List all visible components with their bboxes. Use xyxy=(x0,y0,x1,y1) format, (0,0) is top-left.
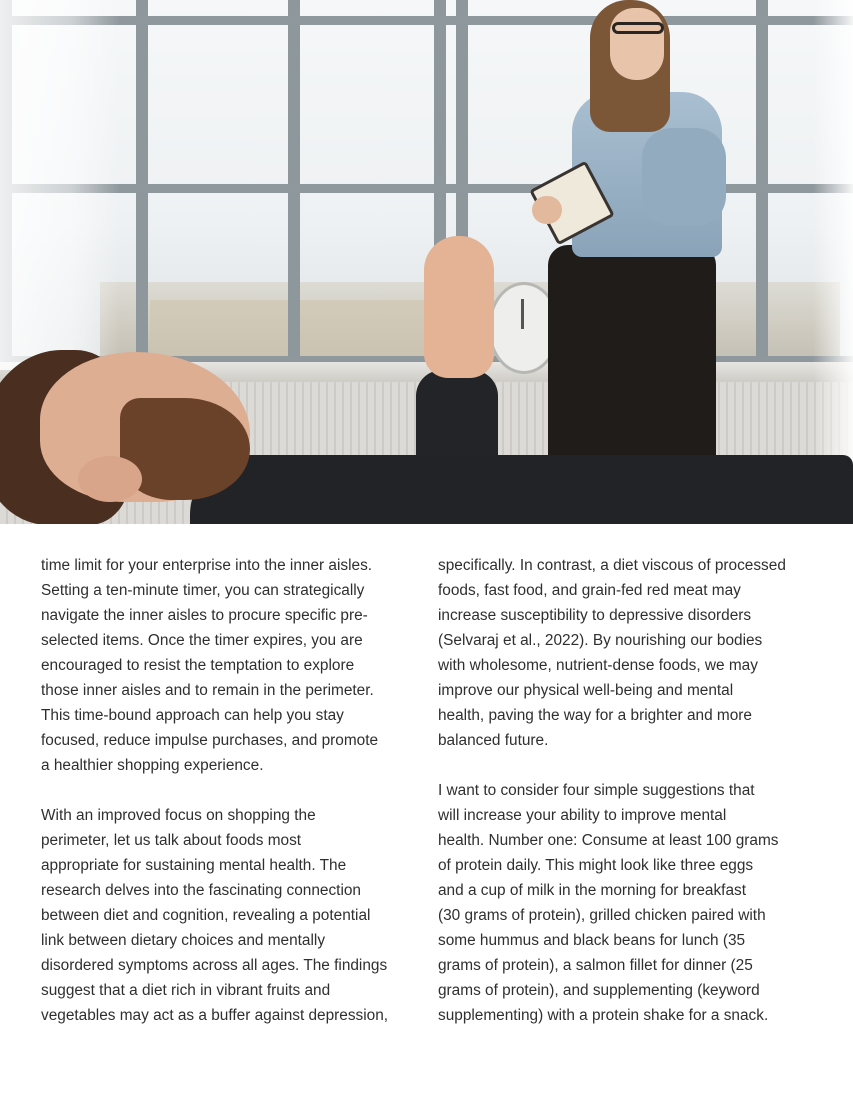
paragraph-gap xyxy=(41,778,421,803)
text-line: encouraged to resist the temptation to explore xyxy=(41,657,355,674)
paragraph xyxy=(438,778,818,1028)
text-line: grams of protein), and supplementing (keyword xyxy=(438,982,760,999)
text-line: time limit for your enterprise into the inner aisles. xyxy=(41,557,373,574)
text-line: selected items. Once the timer expires, you are xyxy=(41,632,363,649)
woman-hand xyxy=(532,196,562,224)
text-line: health. Number one: Consume at least 100 grams xyxy=(438,832,779,849)
right-column xyxy=(438,553,818,1028)
curtain-right xyxy=(813,0,853,500)
raised-hand-icon xyxy=(424,236,494,378)
text-line: suggest that a diet rich in vibrant fruits and xyxy=(41,982,331,999)
paragraph xyxy=(41,803,421,1028)
text-line: I want to consider four simple suggestions that xyxy=(438,782,755,799)
text-line: specifically. In contrast, a diet viscous of processed xyxy=(438,557,786,574)
paragraph-gap xyxy=(438,753,818,778)
text-line: those inner aisles and to remain in the perimeter. xyxy=(41,682,374,699)
text-line: with wholesome, nutrient-dense foods, we may xyxy=(438,657,758,674)
text-line: foods, fast food, and grain-fed red meat may xyxy=(438,582,741,599)
woman-arm xyxy=(642,128,726,226)
text-line: disordered symptoms across all ages. The findings xyxy=(41,957,388,974)
text-line: link between dietary choices and mentally xyxy=(41,932,326,949)
man-ear xyxy=(78,456,142,502)
text-line: supplementing) with a protein shake for a snack. xyxy=(438,1007,769,1024)
man-body xyxy=(190,455,853,524)
curtain-left xyxy=(0,0,120,370)
text-line: (Selvaraj et al., 2022). By nourishing our bodies xyxy=(438,632,763,649)
text-line: perimeter, let us talk about foods most xyxy=(41,832,302,849)
text-line: focused, reduce impulse purchases, and promote xyxy=(41,732,379,749)
woman-face xyxy=(610,8,664,80)
text-line: Setting a ten-minute timer, you can strategically xyxy=(41,582,365,599)
text-line: balanced future. xyxy=(438,732,549,749)
text-line: of protein daily. This might look like three eggs xyxy=(438,857,754,874)
window-frame xyxy=(0,16,853,25)
text-line: will increase your ability to improve mental xyxy=(438,807,727,824)
hero-photo xyxy=(0,0,853,524)
paragraph xyxy=(438,553,818,753)
left-column xyxy=(41,553,421,1028)
text-line: improve our physical well-being and mental xyxy=(438,682,734,699)
text-line: vegetables may act as a buffer against depression, xyxy=(41,1007,389,1024)
text-line: some hummus and black beans for lunch (35 xyxy=(438,932,746,949)
text-line: navigate the inner aisles to procure specific pre- xyxy=(41,607,368,624)
text-line: appropriate for sustaining mental health. The xyxy=(41,857,347,874)
text-line: between diet and cognition, revealing a potential xyxy=(41,907,371,924)
text-line: health, paving the way for a brighter and more xyxy=(438,707,752,724)
text-line: a healthier shopping experience. xyxy=(41,757,264,774)
paragraph xyxy=(41,553,421,778)
text-line: research delves into the fascinating connection xyxy=(41,882,361,899)
text-line: grams of protein), a salmon fillet for dinner (25 xyxy=(438,957,753,974)
text-line: This time-bound approach can help you stay xyxy=(41,707,344,724)
text-line: (30 grams of protein), grilled chicken paired with xyxy=(438,907,766,924)
text-line: increase susceptibility to depressive disorders xyxy=(438,607,752,624)
text-line: With an improved focus on shopping the xyxy=(41,807,316,824)
glasses-icon xyxy=(612,22,664,34)
text-line: and a cup of milk in the morning for breakfast xyxy=(438,882,746,899)
